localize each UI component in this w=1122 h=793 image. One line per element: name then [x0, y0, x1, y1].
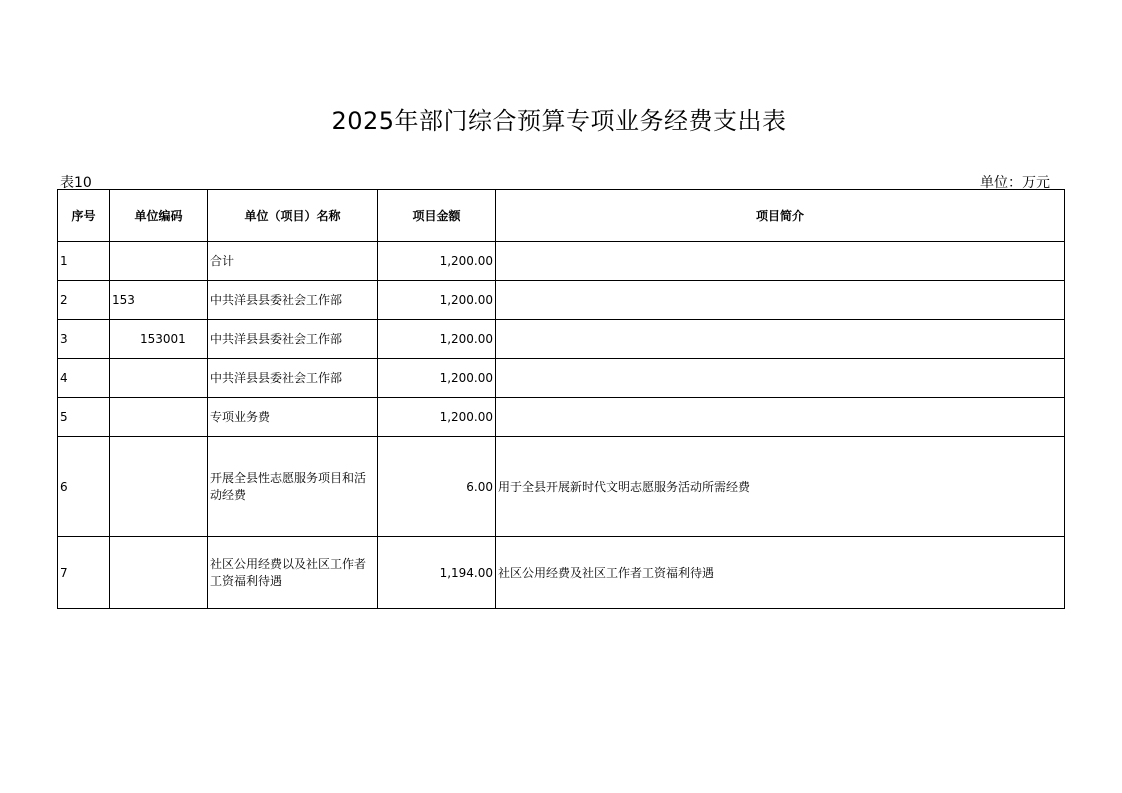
row-desc: 用于全县开展新时代文明志愿服务活动所需经费 — [496, 437, 1065, 537]
row-code — [110, 242, 208, 281]
row-seq: 1 — [58, 242, 110, 281]
table-row — [58, 437, 1065, 537]
table-row — [58, 242, 1065, 281]
header-seq: 序号 — [58, 190, 110, 242]
row-seq: 2 — [58, 281, 110, 320]
row-amount: 1,200.00 — [378, 242, 496, 281]
row-code — [110, 359, 208, 398]
row-desc: 社区公用经费及社区工作者工资福利待遇 — [496, 537, 1065, 609]
row-code: 153001 — [110, 320, 208, 359]
header-desc: 项目简介 — [496, 190, 1065, 242]
row-amount: 1,200.00 — [378, 320, 496, 359]
row-amount: 1,194.00 — [378, 537, 496, 609]
row-code — [110, 537, 208, 609]
row-code — [110, 398, 208, 437]
page-title: 2025年部门综合预算专项业务经费支出表 — [331, 107, 787, 135]
row-name: 专项业务费 — [208, 398, 378, 437]
table-row — [58, 320, 1065, 359]
row-desc — [496, 320, 1065, 359]
row-seq: 4 — [58, 359, 110, 398]
row-name: 中共洋县县委社会工作部 — [208, 359, 378, 398]
budget-table — [57, 189, 1065, 609]
header-amount: 项目金额 — [378, 190, 496, 242]
row-name: 开展全县性志愿服务项目和活动经费 — [208, 437, 378, 537]
table-number: 表10 — [60, 175, 92, 191]
table-row — [58, 537, 1065, 609]
row-name: 中共洋县县委社会工作部 — [208, 281, 378, 320]
row-name: 中共洋县县委社会工作部 — [208, 320, 378, 359]
table-row — [58, 359, 1065, 398]
row-desc — [496, 398, 1065, 437]
row-name: 合计 — [208, 242, 378, 281]
row-amount: 1,200.00 — [378, 398, 496, 437]
table-row — [58, 281, 1065, 320]
row-seq: 7 — [58, 537, 110, 609]
row-seq: 5 — [58, 398, 110, 437]
row-amount: 1,200.00 — [378, 359, 496, 398]
table-row — [58, 398, 1065, 437]
row-code — [110, 437, 208, 537]
row-amount: 1,200.00 — [378, 281, 496, 320]
row-code: 153 — [110, 281, 208, 320]
header-name: 单位（项目）名称 — [208, 190, 378, 242]
row-seq: 6 — [58, 437, 110, 537]
row-seq: 3 — [58, 320, 110, 359]
unit-label: 单位：万元 — [980, 175, 1050, 191]
row-amount: 6.00 — [378, 437, 496, 537]
row-desc — [496, 242, 1065, 281]
header-code: 单位编码 — [110, 190, 208, 242]
row-name: 社区公用经费以及社区工作者工资福利待遇 — [208, 537, 378, 609]
table-header-row — [58, 190, 1065, 242]
row-desc — [496, 281, 1065, 320]
row-desc — [496, 359, 1065, 398]
